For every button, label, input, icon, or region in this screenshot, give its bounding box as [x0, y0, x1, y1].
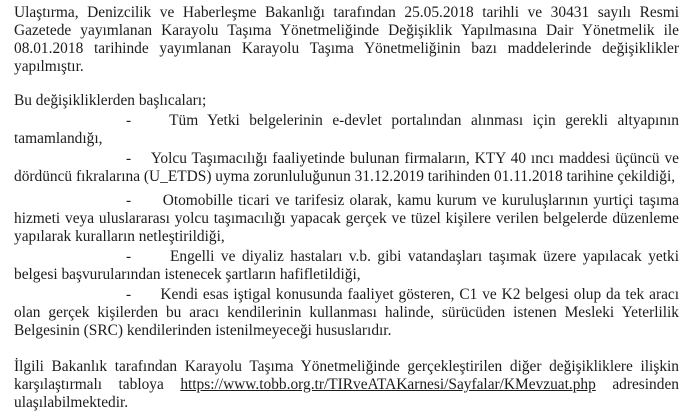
- list-intro: Bu değişikliklerden başlıcaları;: [14, 92, 207, 109]
- list-item-text: Tüm Yetki belgelerinin e-devlet portalından alınması için gerekli altyapının tamamlandığı,: [14, 112, 679, 147]
- list-item-text: Otomobille ticari ve tarifesiz olarak, kamu kurum ve kuruluşlarının yurtiçi taşıma hizmeti veya uluslararası yolcu taşımacılığı yapacak gerçek ve tüzel kişilere verilen belgelerde düzenleme yapılarak kuralların netleştirildiği,: [14, 192, 680, 245]
- closing-text-before: İlgili Bakanlık tarafından Karayolu Taşıma Yönetmeliğinde gerçekleştirilen diğer değişikliklere ilişkin karşılaştırmalı tabloya: [14, 358, 679, 393]
- list-item: [14, 112, 679, 148]
- list-bullet: -: [126, 150, 132, 167]
- list-item: [14, 286, 679, 340]
- closing-paragraph: [14, 358, 679, 412]
- list-item: [14, 248, 679, 284]
- list-bullet: -: [126, 248, 132, 265]
- list-item: [14, 150, 679, 186]
- list-item-text: Engelli ve diyaliz hastaları v.b. gibi vatandaşları taşımak üzere yapılacak yetki belgesi başvurularından istenecek şartların hafifletildiği,: [14, 248, 679, 283]
- document-body: [14, 0, 679, 412]
- list-bullet: -: [126, 112, 132, 129]
- list-item-text: Yolcu Taşımacılığı faaliyetinde bulunan firmaların, KTY 40 ıncı maddesi üçüncü ve dördüncü fıkralarına (U_ETDS) uyma zorunluluğunun 31.12.2019 tarihinden 01.11.2018 tarihine çekildiği,: [14, 150, 680, 185]
- list-item-text: Kendi esas iştigal konusunda faaliyet gösteren, C1 ve K2 belgesi olup da tek aracı olan gerçek kişilerden bu aracı kendilerinin kullanması halinde, sürücüden istenen Mesleki Yeterlilik Belgesinin (SRC) kendilerinden istenilmeyeceği hususlarıdır.: [14, 286, 680, 339]
- tobb-link[interactable]: https://www.tobb.org.tr/TIRveATAKarnesi/Sayfalar/KMevzuat.php: [180, 376, 596, 393]
- list-bullet: -: [126, 286, 132, 303]
- closing-text-after: adresinden ulaşılabilmektedir.: [14, 376, 679, 411]
- list-item: [14, 192, 679, 246]
- intro-paragraph: Ulaştırma, Denizcilik ve Haberleşme Bakanlığı tarafından 25.05.2018 tarihli ve 30431 sayılı Resmi Gazetede yayımlanan Karayolu Taşıma Yönetmeliğinde Değişiklik Yapılmasına Dair Yönetmelik ile 08.01.2018 tarihinde yayımlanan Karayolu Taşıma Yönetmeliğinin bazı maddelerinde değişiklikler yapılmıştır.: [14, 4, 679, 75]
- list-bullet: -: [126, 192, 132, 209]
- changes-list: [14, 112, 679, 340]
